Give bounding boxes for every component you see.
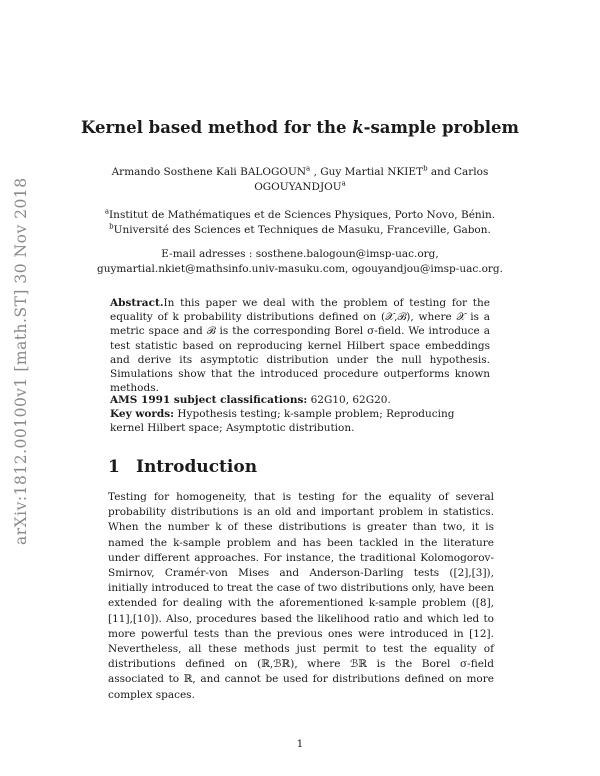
author-2: , Guy Martial NKIET xyxy=(310,166,424,178)
email-line-2: guymartial.nkiet@mathsinfo.univ-masuku.com, ogouyandjou@imsp-uac.org. xyxy=(97,263,503,275)
title-k: k xyxy=(352,118,364,137)
affiliation-b: $^b$Université des Sciences et Techniques de Masuku, Franceville, Gabon. xyxy=(109,222,491,236)
abstract-label: Abstract. xyxy=(110,297,164,309)
affiliation-a: $^a$Institut de Mathématiques et de Sciences Physiques, Porto Novo, Bénin. xyxy=(104,207,496,221)
author-3-affil: a xyxy=(341,179,346,188)
author-2-affil: b xyxy=(423,164,428,173)
abstract-text: In this paper we deal with the problem of testing for the equality of k probability distributions defined on (𝒳,ℬ), where 𝒳 is a metric space and ℬ is the corresponding Borel σ-field. We introduce a test statistic based on reproducing kernel Hilbert space embeddings and derive its asymptotic distribution under the null hypothesis. Simulations show that the introduced procedure outperforms known methods. xyxy=(110,297,490,395)
paper-title xyxy=(60,118,540,137)
intro-paragraph: Testing for homogeneity, that is testing for the equality of several probability distributions is an old and important problem in statistics. When the number k of these distributions is greater than two, it is named the k-sample problem and has been tackled in the literature under different approaches. For instance, the traditional Kolomogorov-Smirnov, Cramér-von Mises and Anderson-Darling tests ([2],[3]), initially introduced to treat the case of two distributions only, have been extended for dealing with the aforementioned k-sample problem ([8],[11],[10]). Also, procedures based the likelihood ratio and which led to more powerful tests than the previous ones were introduced in [12]. Nevertheless, all these methods just permit to test the equality of distributions defined on (ℝ,ℬℝ), where ℬℝ is the Borel σ-field associated to ℝ, and cannot be used for distributions defined on more complex spaces. xyxy=(108,491,494,701)
classification-block xyxy=(110,393,490,436)
authors xyxy=(90,165,510,195)
email-addresses xyxy=(90,247,510,277)
section-number: 1 xyxy=(108,457,120,477)
section-heading xyxy=(108,456,257,478)
arxiv-identifier[interactable]: arXiv:1812.00100v1 [math.ST] 30 Nov 2018 xyxy=(12,177,30,545)
keywords: Key words: Hypothesis testing; k-sample problem; Reproducing kernel Hilbert space; Asymptotic distribution. xyxy=(110,408,455,435)
ams-classification: AMS 1991 subject classifications: 62G10, 62G20. xyxy=(110,394,391,406)
title-part2: -sample problem xyxy=(363,118,520,137)
author-3: and Carlos OGOUYANDJOU xyxy=(254,166,489,193)
abstract xyxy=(110,296,490,395)
affiliations xyxy=(100,208,500,238)
title-part1: Kernel based method for the xyxy=(80,118,353,137)
email-line-1: E-mail adresses : sosthene.balogoun@imsp-uac.org, xyxy=(161,248,439,260)
section-title: Introduction xyxy=(136,457,258,477)
author-1: Armando Sosthene Kali BALOGOUN xyxy=(111,166,307,178)
author-1-affil: a xyxy=(306,164,311,173)
page-number: 1 xyxy=(296,738,304,750)
